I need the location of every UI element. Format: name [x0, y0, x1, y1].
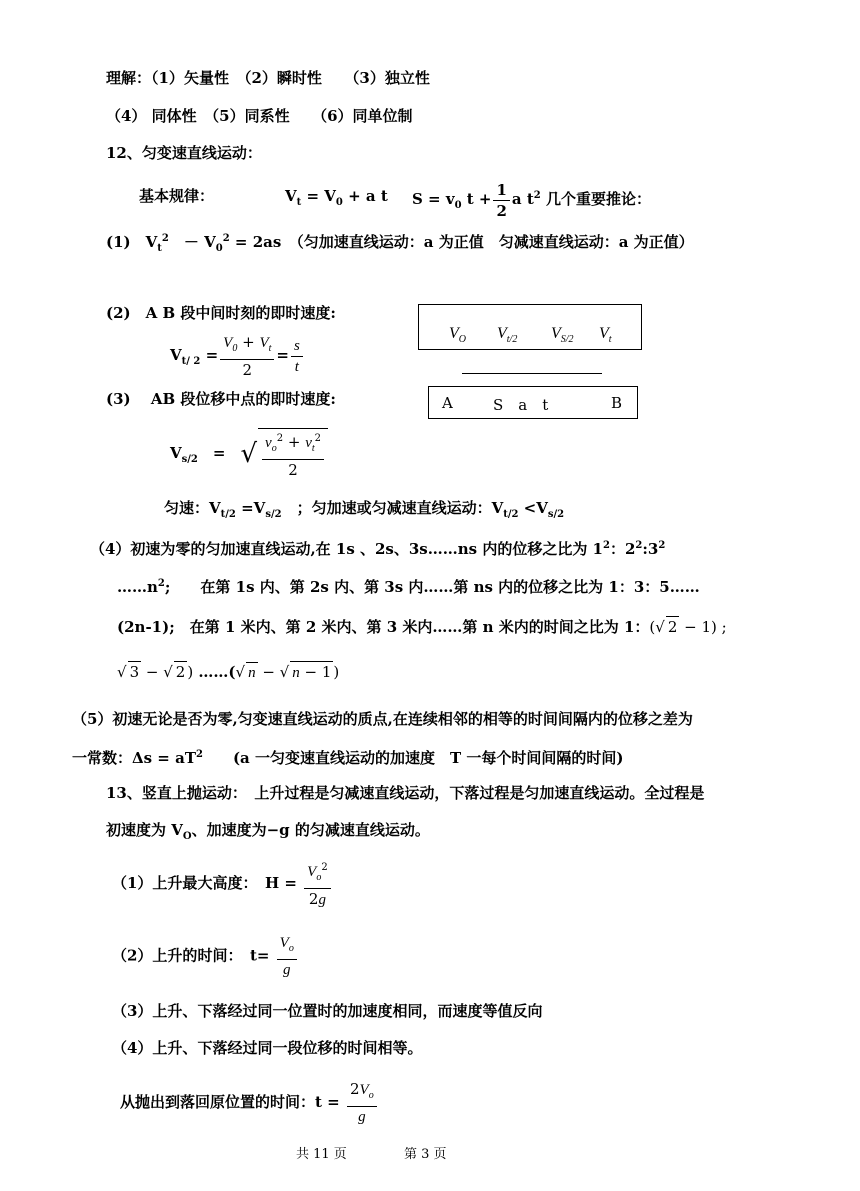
v-s2-label: $V_{S/2}$: [551, 325, 574, 346]
corollary-1: (1) $V_t^2$ － $V_0^2 = 2as$ （匀加速直线运动：a 为正值 匀减速直线运动：a 为正值）: [106, 233, 694, 254]
section-13-line-1: 13、竖直上抛运动： 上升过程是匀减速直线运动，下落过程是匀加速直线运动。全过程是: [106, 784, 705, 802]
corollary-3-heading: (3) AB 段位移中点的即时速度:: [106, 390, 336, 408]
mid-position-velocity-formula: $V_{s/2}$ = √ $\frac{v_o^2 + v_t^2}{2}$: [170, 428, 328, 484]
ratio-line-4: √ 3 − √ 2 ) ……(√ n − √ n − 1 ): [117, 663, 340, 681]
basic-law-label: 基本规律：: [139, 187, 215, 205]
segment-ab-box: [428, 386, 638, 419]
velocity-diagram-box: [418, 304, 642, 350]
mid-time-velocity-formula: $V_{t/ 2}$ = $\frac{V_0 + V_t}{2}$ = $\frac{s}{t}$: [170, 332, 305, 384]
return-time-formula: 从抛出到落回原位置的时间：t = $\frac{2V_o}{g}$: [120, 1079, 379, 1127]
point-b-label: B: [611, 394, 623, 412]
footer-total-pages: 共 11 页: [296, 1147, 347, 1162]
understanding-line-1: 理解：（1）矢量性 （2）瞬时性 （3）独立性: [106, 69, 430, 87]
segment-line: [462, 373, 602, 374]
rise-time-formula: （2）上升的时间： t= $\frac{V_o}{g}$: [112, 933, 299, 980]
uniform-comparison: 匀速：$V_{t/2} =V_{s/2}$ ；匀加速或匀减速直线运动：$V_{t/2} <V_{s/2}$: [164, 499, 565, 520]
constant-difference-line-2: 一常数：$\Delta s = aT^2$ (a 一匀变速直线运动的加速度 T 一每个时间间隔的时间): [72, 749, 624, 767]
ratio-line-1: （4）初速为零的匀加速直线运动,在 1s 、2s、3s……ns 内的位移之比为 $1^2$：$2^2:3^2$: [90, 540, 666, 558]
sat-label: S a t: [493, 396, 549, 414]
footer-current-page: 第 3 页: [404, 1147, 447, 1162]
point-a-label: A: [442, 394, 453, 412]
understanding-line-2: （4） 同体性 （5）同系性 （6）同单位制: [106, 107, 413, 125]
constant-difference-line-1: （5）初速无论是否为零,匀变速直线运动的质点,在连续相邻的相等的时间间隔内的位移之差为: [72, 710, 693, 728]
max-height-formula: （1）上升最大高度： H = $\frac{V_o^2}{2g}$: [112, 858, 333, 910]
ratio-line-2: $\dots\dots n^2$; 在第 1s 内、第 2s 内、第 3s 内……第 ns 内的位移之比为 1：3：5……: [117, 578, 700, 596]
corollary-2-heading: (2) A B 段中间时刻的即时速度:: [106, 304, 336, 322]
conclusion-3: （3）上升、下落经过同一位置时的加速度相同，而速度等值反向: [112, 1002, 543, 1020]
half-fraction: $\frac{1}{2}$: [493, 180, 509, 221]
section-13-line-2: 初速度为 $V_O$、加速度为−g 的匀减速直线运动。: [106, 821, 430, 842]
ratio-line-3: (2n-1); 在第 1 米内、第 2 米内、第 3 米内……第 n 米内的时间之比为 1：(√ 2 − 1) ;: [117, 618, 727, 636]
velocity-formula: $V_t = V_0 + a$ t: [285, 187, 388, 208]
v-t2-label: $V_{t/2}$: [497, 325, 518, 346]
conclusion-4: （4）上升、下落经过同一段位移的时间相等。: [112, 1039, 423, 1057]
v-t-label: $V_t$: [599, 325, 612, 346]
displacement-formula: $S = v_0$ t + $\frac{1}{2}$ a $t^2$ 几个重要推论：: [412, 180, 651, 220]
v-o-label: $V_O$: [449, 325, 467, 346]
section-12-heading: 12、匀变速直线运动：: [106, 144, 262, 162]
